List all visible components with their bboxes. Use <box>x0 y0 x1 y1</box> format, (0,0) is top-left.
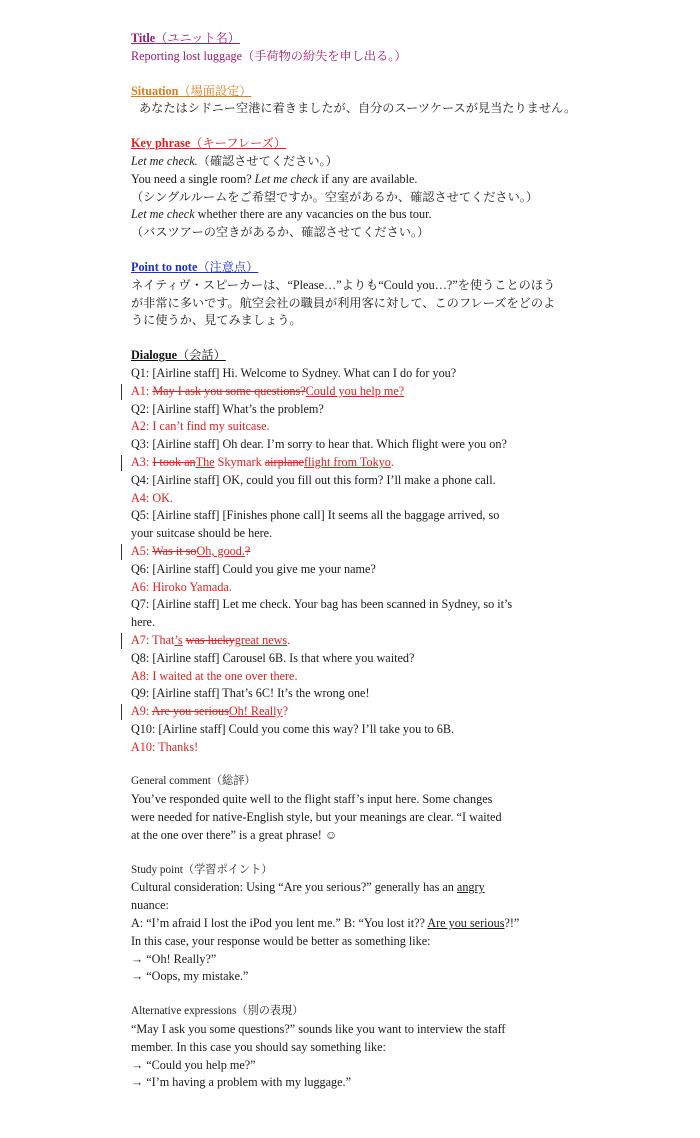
key-phrase-heading: Key phrase（キーフレーズ） <box>131 136 287 151</box>
inserted-text: The <box>195 454 215 469</box>
study-line-2: nuance: <box>131 898 169 913</box>
dialogue-q2: Q2: [Airline staff] What’s the problem? <box>131 401 324 416</box>
general-comment-section <box>131 773 660 844</box>
dialogue-q9: Q9: [Airline staff] That’s 6C! It’s the wrong one! <box>131 686 370 701</box>
alt-line-3: → “Could you help me?” <box>131 1057 256 1072</box>
dialogue-a1: A1: May I ask you some questions?Could you help me? <box>131 383 660 401</box>
situation-heading: Situation（場面設定） <box>131 83 252 98</box>
study-line-1: Cultural consideration: Using “Are you serious?” generally has an angry <box>131 880 485 895</box>
dialogue-a6: A6: Hiroko Yamada. <box>131 579 232 594</box>
deleted-text: airplane <box>264 454 304 469</box>
study-line-3: A: “I’m afraid I lost the iPod you lent me.” B: “You lost it?? Are you serious?!” <box>131 916 520 931</box>
key-phrase-line-5: （バスツアーの空きがあるか、確認させてください。） <box>131 225 430 240</box>
situation-text: あなたはシドニー空港に着きましたが、自分のスーツケースが見当たりません。 <box>139 101 577 116</box>
dialogue-a3: A3: I took anThe Skymark airplaneflight from Tokyo. <box>131 454 660 472</box>
deleted-text: Was it so <box>152 543 197 558</box>
point-heading: Point to note（注意点） <box>131 259 259 274</box>
alternative-expressions-heading: Alternative expressions（別の表現） <box>131 1005 304 1018</box>
dialogue-q6: Q6: [Airline staff] Could you give me your name? <box>131 561 376 576</box>
general-line-1: You’ve responded quite well to the flight staff’s input here. Some changes <box>131 792 493 807</box>
dialogue-q4: Q4: [Airline staff] OK, could you fill out this form? I’ll make a phone call. <box>131 472 496 487</box>
key-phrase-line-3: （シングルルームをご希望ですか。空室があるか、確認させてください。） <box>131 189 539 204</box>
dialogue-q3: Q3: [Airline staff] Oh dear. I’m sorry to hear that. Which flight were you on? <box>131 437 507 452</box>
situation-section <box>131 83 660 119</box>
dialogue-q5-line-1: Q5: [Airline staff] [Finishes phone call] It seems all the baggage arrived, so <box>131 508 500 523</box>
alt-line-1: “May I ask you some questions?” sounds like you want to interview the staff <box>131 1022 506 1037</box>
title-section <box>131 30 660 66</box>
inserted-text: Oh! Really <box>228 704 283 719</box>
dialogue-a10: A10: Thanks! <box>131 739 199 754</box>
deleted-text: was lucky <box>185 632 235 647</box>
dialogue-a4: A4: OK. <box>131 490 173 505</box>
general-comment-heading: General comment（総評） <box>131 775 256 788</box>
key-phrase-line-2: You need a single room? Let me check if any are available. <box>131 171 418 186</box>
point-line-3: うに使うか、見てみましょう。 <box>131 313 302 328</box>
title-heading: Title（ユニット名） <box>131 31 240 45</box>
study-line-6: → “Oops, my mistake.” <box>131 969 249 984</box>
title-text: Reporting lost luggage（手荷物の紛失を申し出る。） <box>131 48 407 63</box>
dialogue-a2: A2: I can’t find my suitcase. <box>131 419 270 434</box>
study-line-5: → “Oh! Really?” <box>131 951 217 966</box>
dialogue-q5-line-2: your suitcase should be here. <box>131 526 273 541</box>
dialogue-a5: A5: Was it soOh, good.? <box>131 543 660 561</box>
general-line-3: at the one over there” is a great phrase! ☺ <box>131 827 338 842</box>
alt-line-2: member. In this case you should say something like: <box>131 1039 386 1054</box>
study-point-heading: Study point（学習ポイント） <box>131 863 273 876</box>
inserted-text: ’s <box>174 632 183 647</box>
inserted-text: Oh, good. <box>196 543 245 558</box>
alt-line-4: → “I’m having a problem with my luggage.” <box>131 1075 351 1090</box>
point-section <box>131 259 660 330</box>
study-point-section <box>131 862 660 987</box>
dialogue-q10: Q10: [Airline staff] Could you come this way? I’ll take you to 6B. <box>131 721 455 736</box>
general-line-2: were needed for native-English style, but your meanings are clear. “I waited <box>131 810 502 825</box>
study-line-4: In this case, your response would be better as something like: <box>131 933 431 948</box>
dialogue-q7-line-2: here. <box>131 615 156 630</box>
deleted-text: May I ask you some questions? <box>152 383 306 398</box>
dialogue-heading: Dialogue（会話） <box>131 348 226 363</box>
dialogue-a9: A9: Are you seriousOh! Really? <box>131 703 660 721</box>
dialogue-q8: Q8: [Airline staff] Carousel 6B. Is that where you waited? <box>131 650 415 665</box>
deleted-text: I took an <box>152 454 196 469</box>
key-phrase-line-1: Let me check.（確認させてください。） <box>131 153 338 168</box>
deleted-text: Are you serious <box>151 704 229 719</box>
key-phrase-section <box>131 135 660 242</box>
point-line-1: ネイティヴ・スピーカーは、“Please…”よりも“Could you…?”を使うことのほう <box>131 277 556 292</box>
dialogue-section <box>131 347 660 756</box>
key-phrase-line-4: Let me check whether there are any vacancies on the bus tour. <box>131 207 432 222</box>
dialogue-a8: A8: I waited at the one over there. <box>131 668 298 683</box>
inserted-text: Could you help me? <box>305 383 405 398</box>
dialogue-a7: A7: That’s was luckygreat news. <box>131 632 660 650</box>
alternative-expressions-section <box>131 1003 660 1092</box>
point-line-2: が非常に多いです。航空会社の職員が利用客に対して、このフレーズをどのよ <box>131 295 556 310</box>
dialogue-q1: Q1: [Airline staff] Hi. Welcome to Sydney. What can I do for you? <box>131 365 457 380</box>
inserted-text: flight from Tokyo <box>303 454 391 469</box>
inserted-text: great news <box>234 632 288 647</box>
dialogue-q7-line-1: Q7: [Airline staff] Let me check. Your bag has been scanned in Sydney, so it’s <box>131 597 513 612</box>
